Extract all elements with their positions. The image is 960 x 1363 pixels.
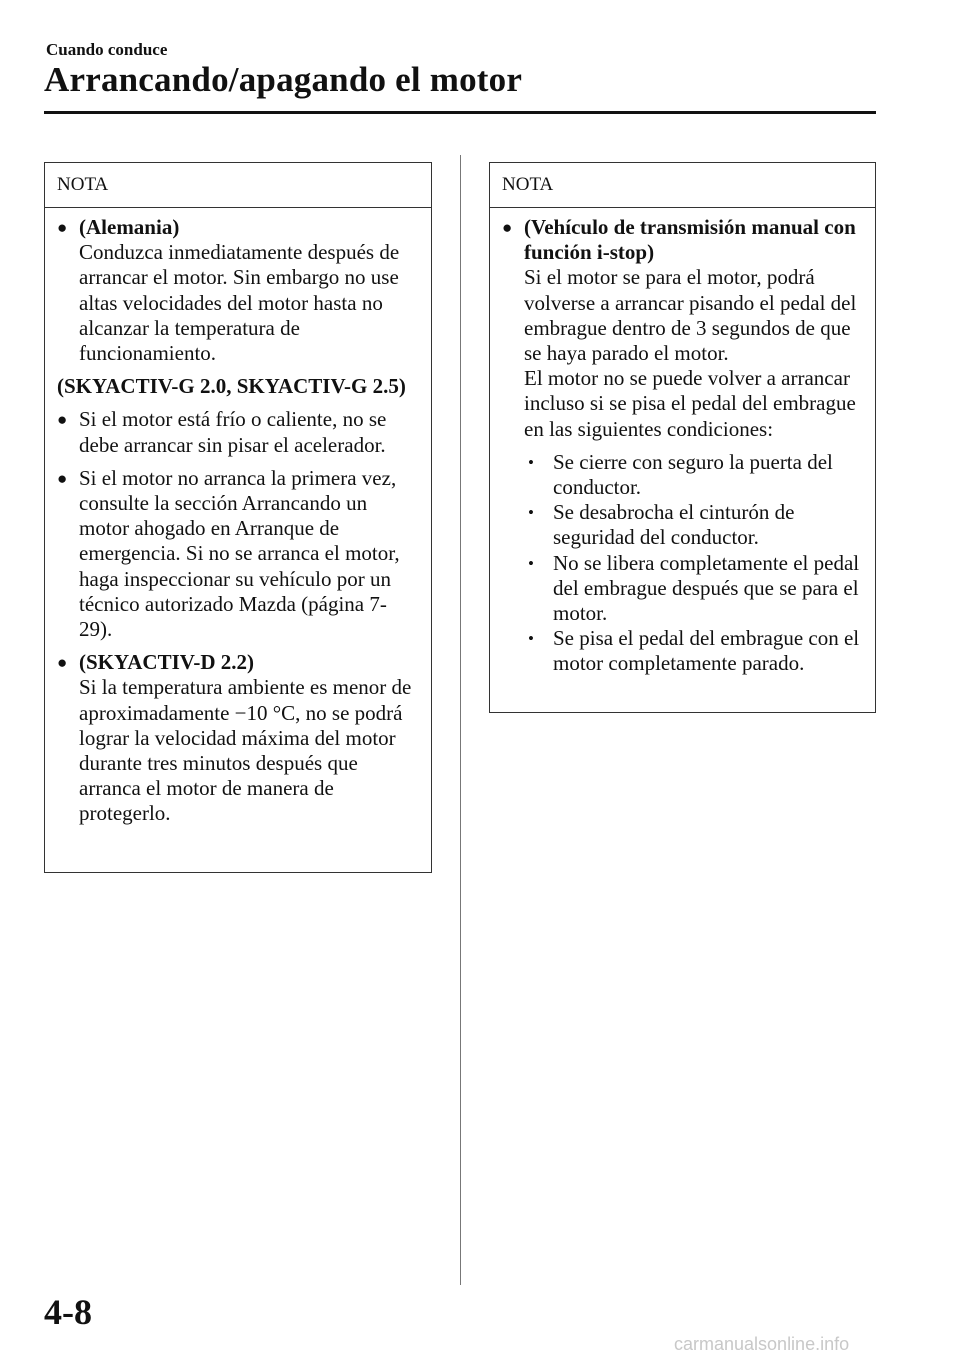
note-bullet-item (57, 215, 419, 366)
note-heading: NOTA (490, 163, 875, 208)
note-heading: NOTA (45, 163, 431, 208)
note-bullet-item (57, 407, 419, 457)
page-number: 4-8 (44, 1292, 92, 1332)
item-text: Si la temperatura ambiente es menor de aproximadamente −10 °C, no se podrá lograr la velocidad máxima del motor durante tres minutos después que arranca el motor de manera de protegerlo. (79, 675, 412, 826)
note-subheading: (SKYACTIV-G 2.0, SKYACTIV-G 2.5) (57, 374, 406, 399)
sub-list-item (528, 500, 863, 550)
item-text: Si el motor no arranca la primera vez, consulte la sección Arrancando un motor ahogado en Arranque de emergencia. Si no se arranca el motor, haga inspeccionar su vehículo por un técnico autorizado Mazda (página 7-29). (79, 465, 400, 642)
note-bullet-item (57, 466, 419, 642)
sub-item-text: Se pisa el pedal del embrague con el motor completamente parado. (553, 626, 860, 676)
bullet-icon: ● (57, 653, 68, 673)
sub-item-text: Se cierre con seguro la puerta del conductor. (553, 449, 833, 500)
item-text: El motor no se puede volver a arrancar incluso si se pisa el pedal del embrague en las siguientes condiciones: (524, 366, 856, 441)
sub-list (524, 450, 863, 677)
section-label: Cuando conduce (46, 40, 168, 59)
bullet-icon: ● (502, 218, 513, 237)
note-body (490, 208, 875, 689)
bullet-icon: ● (57, 218, 68, 237)
note-body (45, 208, 431, 839)
sub-list-item (528, 551, 863, 627)
small-bullet-icon: • (528, 629, 534, 649)
note-box-right (489, 162, 876, 713)
sub-list-item (528, 450, 863, 500)
sub-item-text: Se desabrocha el cinturón de seguridad del conductor. (553, 500, 795, 550)
bullet-icon: ● (57, 410, 68, 430)
item-text: Conduzca inmediatamente después de arrancar el motor. Sin embargo no use altas velocidades del motor hasta no alcanzar la temperatura de funcionamiento. (79, 240, 400, 366)
sub-list-item (528, 626, 863, 676)
title-rule (44, 111, 876, 114)
item-text: Si el motor está frío o caliente, no se debe arrancar sin pisar el acelerador. (79, 407, 387, 457)
page-title: Arrancando/apagando el motor (44, 60, 523, 99)
note-bullet-item (57, 650, 419, 826)
column-divider (460, 155, 461, 1285)
small-bullet-icon: • (528, 452, 534, 472)
small-bullet-icon: • (528, 503, 534, 523)
note-bullet-item (502, 215, 863, 677)
note-box-left (44, 162, 432, 873)
watermark: carmanualsonline.info (674, 1334, 850, 1354)
item-heading: (SKYACTIV-D 2.2) (79, 650, 255, 675)
bullet-icon: ● (57, 468, 68, 488)
item-text: Si el motor se para el motor, podrá volverse a arrancar pisando el pedal del embrague dentro de 3 segundos de que se haya parado el motor. (524, 265, 857, 366)
item-heading: (Vehículo de transmisión manual con función i-stop) (524, 215, 856, 265)
small-bullet-icon: • (528, 553, 534, 573)
item-heading: (Alemania) (79, 215, 180, 239)
sub-item-text: No se libera completamente el pedal del embrague después que se para el motor. (553, 550, 860, 626)
